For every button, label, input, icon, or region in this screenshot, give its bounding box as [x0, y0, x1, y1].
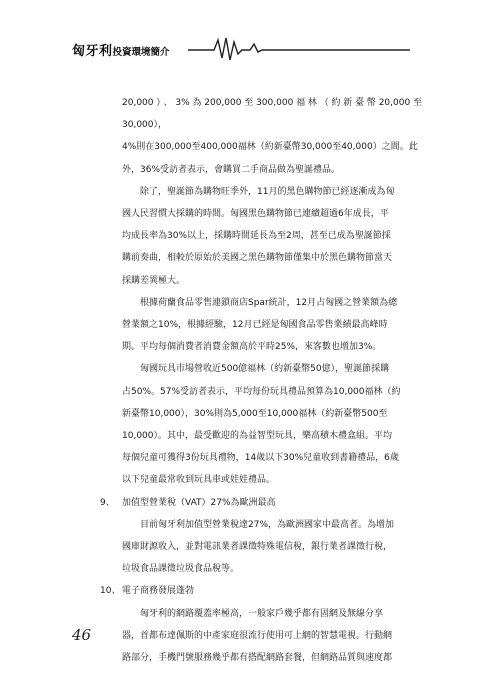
section-heading: [100, 580, 422, 602]
body-text: [100, 92, 422, 669]
paragraph-2: [122, 181, 422, 292]
text-line: 目前匈牙利加值型營業稅達27%，為歐洲國家中最高者。為增加: [140, 519, 395, 530]
section-number: 9、: [100, 497, 115, 508]
text-line: 以下兒童最常收到玩具車或娃娃禮品。: [122, 475, 276, 486]
text-line: 4%則在300,000至400,000福林（約新臺幣30,000至40,000）之間。此: [122, 142, 418, 153]
text-line: 垃圾食品課徵垃圾食品稅等。: [122, 564, 240, 575]
section-title: 電子商務發展蓬勃: [122, 586, 195, 597]
text-line: 路部分，手機門號服務幾乎都有搭配網路套餐，但網路品質與速度都: [122, 653, 393, 664]
paragraph-3: [122, 292, 422, 359]
text-line: 採購差異極大。: [122, 275, 186, 286]
text-line: 購前奏曲，相較於原始於美國之黑色購物節僅集中於黑色購物節當天: [122, 253, 393, 264]
section-title: 加值型營業稅（VAT）27%為歐洲最高: [122, 497, 276, 508]
text-line: 營業額之10%，根據經驗，12月已經是匈國食品零售業績最高峰時: [122, 320, 388, 331]
text-line: 匈牙利的網路覆蓋率極高，一般家戶幾乎都有固網及無線分享: [140, 608, 384, 619]
text-line: 每個兒童可獲得3份玩具禮物，14歲以下30%兒童收到書籍禮品，6歲: [122, 453, 399, 464]
text-line: 均成長率為30%以上，採購時間延長為至2周，甚至已成為聖誕節採: [122, 231, 391, 242]
page-header: [0, 28, 480, 68]
text-line: 新臺幣10,000），30%則為5,000至10,000福林（約新臺幣500至: [122, 408, 388, 419]
section-number: 10、: [100, 586, 121, 597]
paragraph-1: [122, 92, 422, 181]
header-title-sub: 投資環境簡介: [112, 47, 170, 58]
page-number: 46: [72, 626, 92, 644]
text-line: 20,000）、3%為200,000至300,000福林（約新臺幣20,000至30,000），: [122, 98, 422, 131]
section-heading: [100, 492, 422, 514]
section-10: [100, 580, 422, 669]
text-line: 期。平均每個消費者消費金額高於平時25%，來客數也增加3%。: [122, 342, 382, 353]
text-line: 外，36%受訪者表示，會購買二手商品做為聖誕禮品。: [122, 164, 341, 175]
text-line: 國庫財源收入，並對電訊業者課徵特殊電信稅，銀行業者課徵行稅，: [122, 542, 393, 553]
text-line: 國人民習慣大採購的時間。匈國黑色購物節已連續超過6年成長，平: [122, 209, 389, 220]
text-line: 占50%。57%受訪者表示，平均每份玩具禮品預算為10,000福林（約: [122, 386, 401, 397]
text-line: 10,000）。其中，最受歡迎的為益智型玩具，樂高積木禮盒組。平均: [122, 431, 392, 442]
header-title-main: 匈牙利: [72, 44, 113, 59]
text-line: 器，首都布達佩斯的中產家庭很流行使用可上網的智慧電視。行動網: [122, 630, 393, 641]
text-line: 匈國玩具市場營收近500億福林（約新臺幣50億），聖誕節採購: [140, 364, 390, 375]
header-heartbeat-line: [0, 28, 480, 68]
text-line: 除了，聖誕節為購物旺季外，11月的黑色購物節已經逐漸成為匈: [140, 186, 395, 197]
text-line: 根據荷蘭食品零售連鎖商店Spar統計，12月占匈國之營業額為總: [140, 297, 398, 308]
section-9: [100, 492, 422, 581]
paragraph-4: [122, 358, 422, 491]
